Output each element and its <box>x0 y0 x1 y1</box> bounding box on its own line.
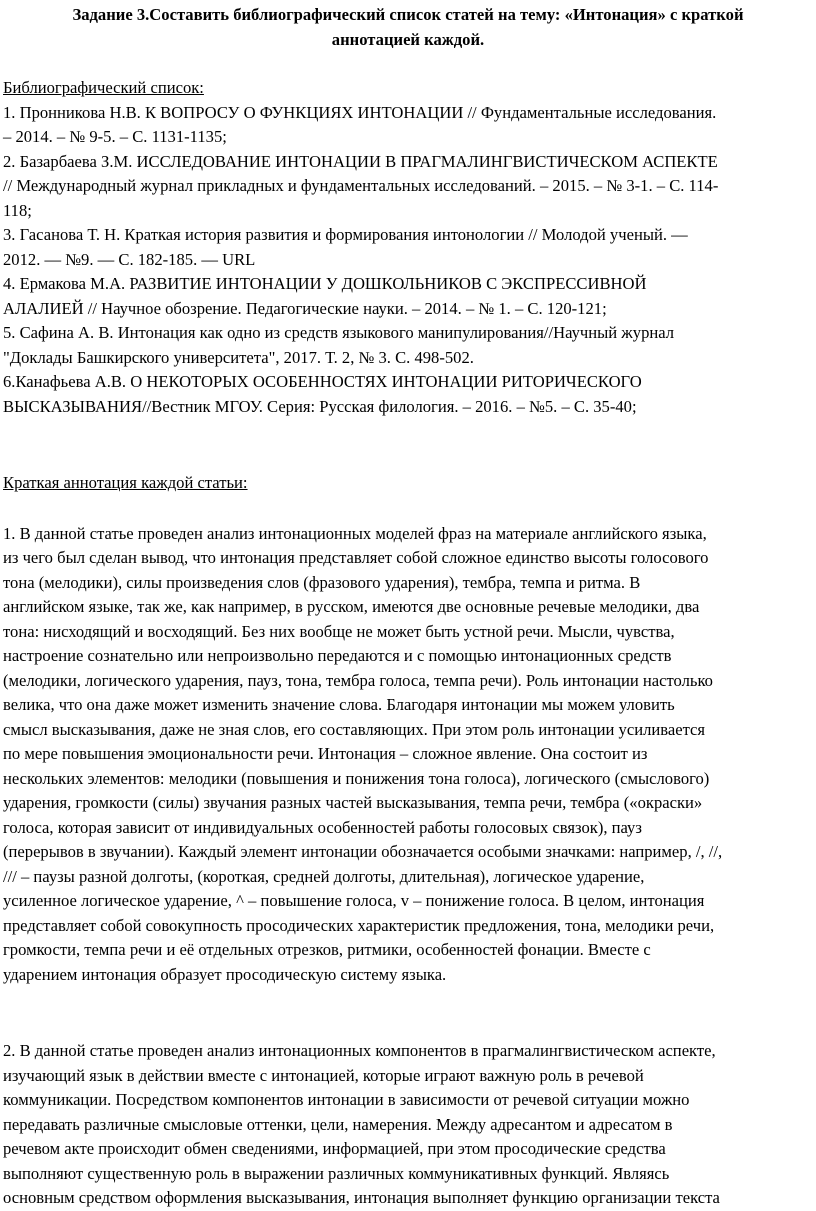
annotation-line: громкости, темпа речи и её отдельных отрезков, ритмики, особенностей фонации. Вместе с <box>3 940 651 959</box>
bibliography-list <box>3 101 813 420</box>
annotation-line: /// – паузы разной долготы, (короткая, средней долготы, длительная), логическое ударение, <box>3 866 645 886</box>
bibliography-line: "Доклады Башкирского университета", 2017. Т. 2, № 3. С. 498-502. <box>3 347 474 367</box>
annotation-line: (перерывов в звучании). Каждый элемент интонации обозначается особыми значками: например, /, //, <box>3 842 723 861</box>
bibliography-line: 2012. — №9. — С. 182-185. — URL <box>3 249 256 269</box>
bibliography-line: // Международный журнал прикладных и фундаментальных исследований. – 2015. – № 3-1. – С. 114- <box>3 176 719 195</box>
annotation-line: ударения, громкости (силы) звучания разных частей высказывания, темпа речи, тембра («окраски» <box>3 793 703 812</box>
annotation-line: 1. В данной статье проведен анализ интонационных моделей фраз на материале английского языка, <box>3 523 707 543</box>
annotation-line: коммуникации. Посредством компонентов интонации в зависимости от речевой ситуации можно <box>3 1090 690 1109</box>
annotation-line: передавать различные смысловые оттенки, цели, намерения. Между адресантом и адресатом в <box>3 1114 673 1134</box>
annotation-line: усиленное логическое ударение, ^ – повышение голоса, v – понижение голоса. В целом, интонация <box>3 891 705 910</box>
annotation-line: 2. В данной статье проведен анализ интонационных компонентов в прагмалингвистическом аспекте, <box>3 1041 716 1060</box>
bibliography-line: 3. Гасанова Т. Н. Краткая история развития и формирования интонологии // Молодой ученый. — <box>3 225 688 244</box>
annotation-line: основным средством оформления высказывания, интонация выполняет функцию организации текста <box>3 1188 720 1207</box>
annotation-line: тона (мелодики), силы произведения слов (фразового ударения), тембра, темпа и ритма. В <box>3 572 641 592</box>
annotation-line: голоса, которая зависит от индивидуальных особенностей работы голосовых связок), пауз <box>3 817 642 837</box>
annotation-paragraph-2 <box>3 1039 813 1211</box>
annotation-line: по мере повышения эмоциональности речи. Интонация – сложное явление. Она состоит из <box>3 744 648 763</box>
annotations-heading: Краткая аннотация каждой статьи: <box>3 473 248 492</box>
annotation-paragraph-1 <box>3 522 813 988</box>
annotation-line: велика, что она даже может изменить значение слова. Благодаря интонации мы можем уловить <box>3 695 675 714</box>
annotation-line: речевом акте происходит обмен сведениями, информацией, при этом просодические средства <box>3 1139 666 1158</box>
bibliography-line: АЛАЛИЕЙ // Научное обозрение. Педагогические науки. – 2014. – № 1. – С. 120-121; <box>3 298 607 318</box>
bibliography-line: 2. Базарбаева З.М. ИССЛЕДОВАНИЕ ИНТОНАЦИИ В ПРАГМАЛИНГВИСТИЧЕСКОМ АСПЕКТЕ <box>3 151 718 171</box>
bibliography-line: 5. Сафина А. В. Интонация как одно из средств языкового манипулирования//Научный журнал <box>3 323 675 342</box>
bibliography-line: ВЫСКАЗЫВАНИЯ//Вестник МГОУ. Серия: Русская филология. – 2016. – №5. – С. 35-40; <box>3 396 637 416</box>
annotation-line: настроение сознательно или непроизвольно передаются и с помощью интонационных средств <box>3 646 672 665</box>
bibliography-line: 4. Ермакова М.А. РАЗВИТИЕ ИНТОНАЦИИ У ДОШКОЛЬНИКОВ С ЭКСПРЕССИВНОЙ <box>3 274 647 293</box>
title-line-1: Задание 3.Составить библиографический список статей на тему: «Интонация» с краткой <box>72 5 744 24</box>
annotation-line: из чего был сделан вывод, что интонация представляет собой сложное единство высоты голосового <box>3 548 709 567</box>
annotation-line: представляет собой совокупность просодических характеристик предложения, тона, мелодики речи, <box>3 915 715 935</box>
bibliography-line: 6.Канафьева А.В. О НЕКОТОРЫХ ОСОБЕННОСТЯХ ИНТОНАЦИИ РИТОРИЧЕСКОГО <box>3 372 642 391</box>
annotation-line: ударением интонация образует просодическую систему языка. <box>3 964 447 984</box>
annotation-line: тона: нисходящий и восходящий. Без них вообще не может быть устной речи. Мысли, чувства, <box>3 621 675 641</box>
bibliography-line: 1. Пронникова Н.В. К ВОПРОСУ О ФУНКЦИЯХ ИНТОНАЦИИ // Фундаментальные исследования. <box>3 102 717 122</box>
title-line-2: аннотацией каждой. <box>331 29 485 49</box>
annotation-line: смысл высказывания, даже не зная слов, его составляющих. При этом роль интонации усиливается <box>3 719 706 739</box>
bibliography-line: – 2014. – № 9-5. – С. 1131-1135; <box>3 127 227 146</box>
document-title <box>3 0 813 52</box>
annotation-line: выполняют существенную роль в выражении различных коммуникативных функций. Являясь <box>3 1163 670 1183</box>
annotation-line: нескольких элементов: мелодики (повышения и понижения тона голоса), логического (смыслового) <box>3 768 710 788</box>
annotation-line: (мелодики, логического ударения, пауз, тона, тембра голоса, темпа речи). Роль интонации настолько <box>3 670 713 690</box>
annotation-line: изучающий язык в действии вместе с интонацией, которые играют важную роль в речевой <box>3 1065 644 1085</box>
bibliography-heading: Библиографический список: <box>3 78 204 97</box>
bibliography-line: 118; <box>3 200 32 220</box>
annotation-line: английском языке, так же, как например, в русском, имеются две основные речевые мелодики, два <box>3 597 700 616</box>
